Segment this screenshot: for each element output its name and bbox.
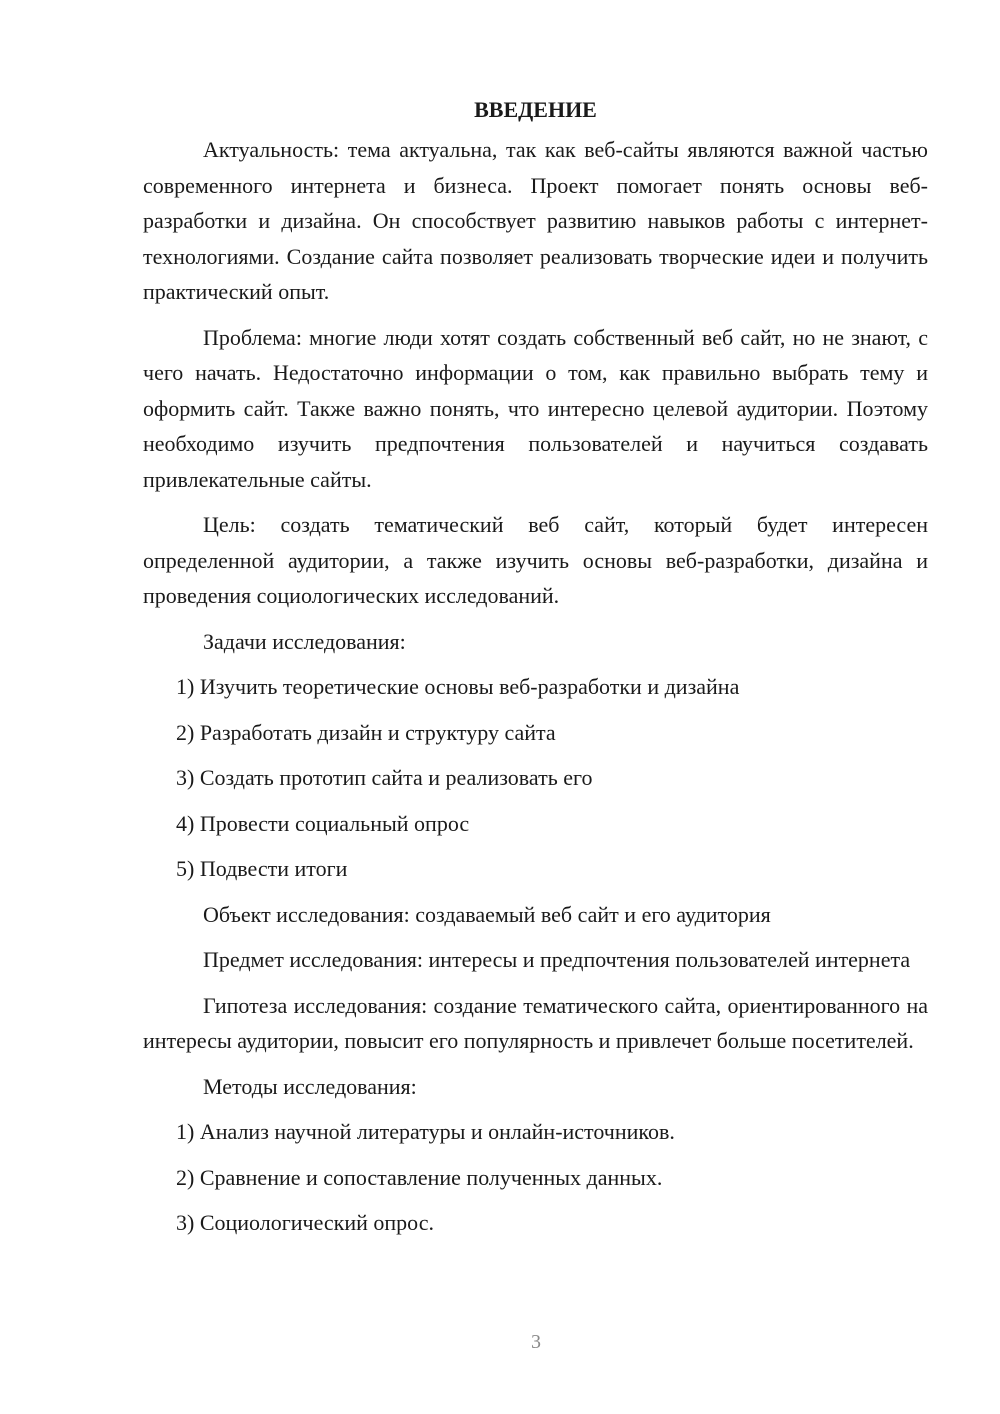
tasks-list (143, 669, 928, 887)
list-item: 5) Подвести итоги (176, 856, 348, 881)
list-item: 1) Изучить теоретические основы веб-разработки и дизайна (176, 674, 740, 699)
list-item: 1) Анализ научной литературы и онлайн-источников. (176, 1119, 675, 1144)
relevance-paragraph: Актуальность: тема актуальна, так как веб-сайты являются важной частью современного интернета и бизнеса. Проект помогает понять основы веб-разработки и дизайна. Он способствует развитию навыков работы с интернет-технологиями. Создание сайта позволяет реализовать творческие идеи и получить практический опыт. (143, 137, 928, 304)
page-title: ВВЕДЕНИЕ (474, 97, 597, 122)
object-paragraph: Объект исследования: создаваемый веб сайт и его аудитория (203, 901, 771, 927)
hypothesis-paragraph: Гипотеза исследования: создание тематического сайта, ориентированного на интересы аудитории, повысит его популярность и привлечет больше посетителей. (143, 992, 928, 1053)
page-number: 3 (531, 1331, 541, 1353)
tasks-heading: Задачи исследования: (203, 628, 406, 654)
list-item: 3) Создать прототип сайта и реализовать его (176, 765, 593, 790)
list-item: 4) Провести социальный опрос (176, 810, 470, 836)
methods-list (143, 1114, 928, 1241)
problem-paragraph: Проблема: многие люди хотят создать собственный веб сайт, но не знают, с чего начать. Недостаточно информации о том, как правильно выбрать тему и оформить сайт. Также важно понять, что интересно целевой аудитории. Поэтому необходимо изучить предпочтения пользователей и научиться создавать привлекательные сайты. (143, 324, 928, 492)
list-item: 3) Социологический опрос. (176, 1210, 434, 1235)
list-item: 2) Разработать дизайн и структуру сайта (176, 719, 556, 745)
goal-paragraph: Цель: создать тематический веб сайт, который будет интересен определенной аудитории, а также изучить основы веб-разработки, дизайна и проведения социологических исследований. (143, 512, 928, 608)
subject-paragraph: Предмет исследования: интересы и предпочтения пользователей интернета (203, 947, 911, 972)
methods-heading: Методы исследования: (203, 1073, 417, 1099)
list-item: 2) Сравнение и сопоставление полученных данных. (176, 1164, 663, 1190)
document-page (143, 92, 928, 1241)
